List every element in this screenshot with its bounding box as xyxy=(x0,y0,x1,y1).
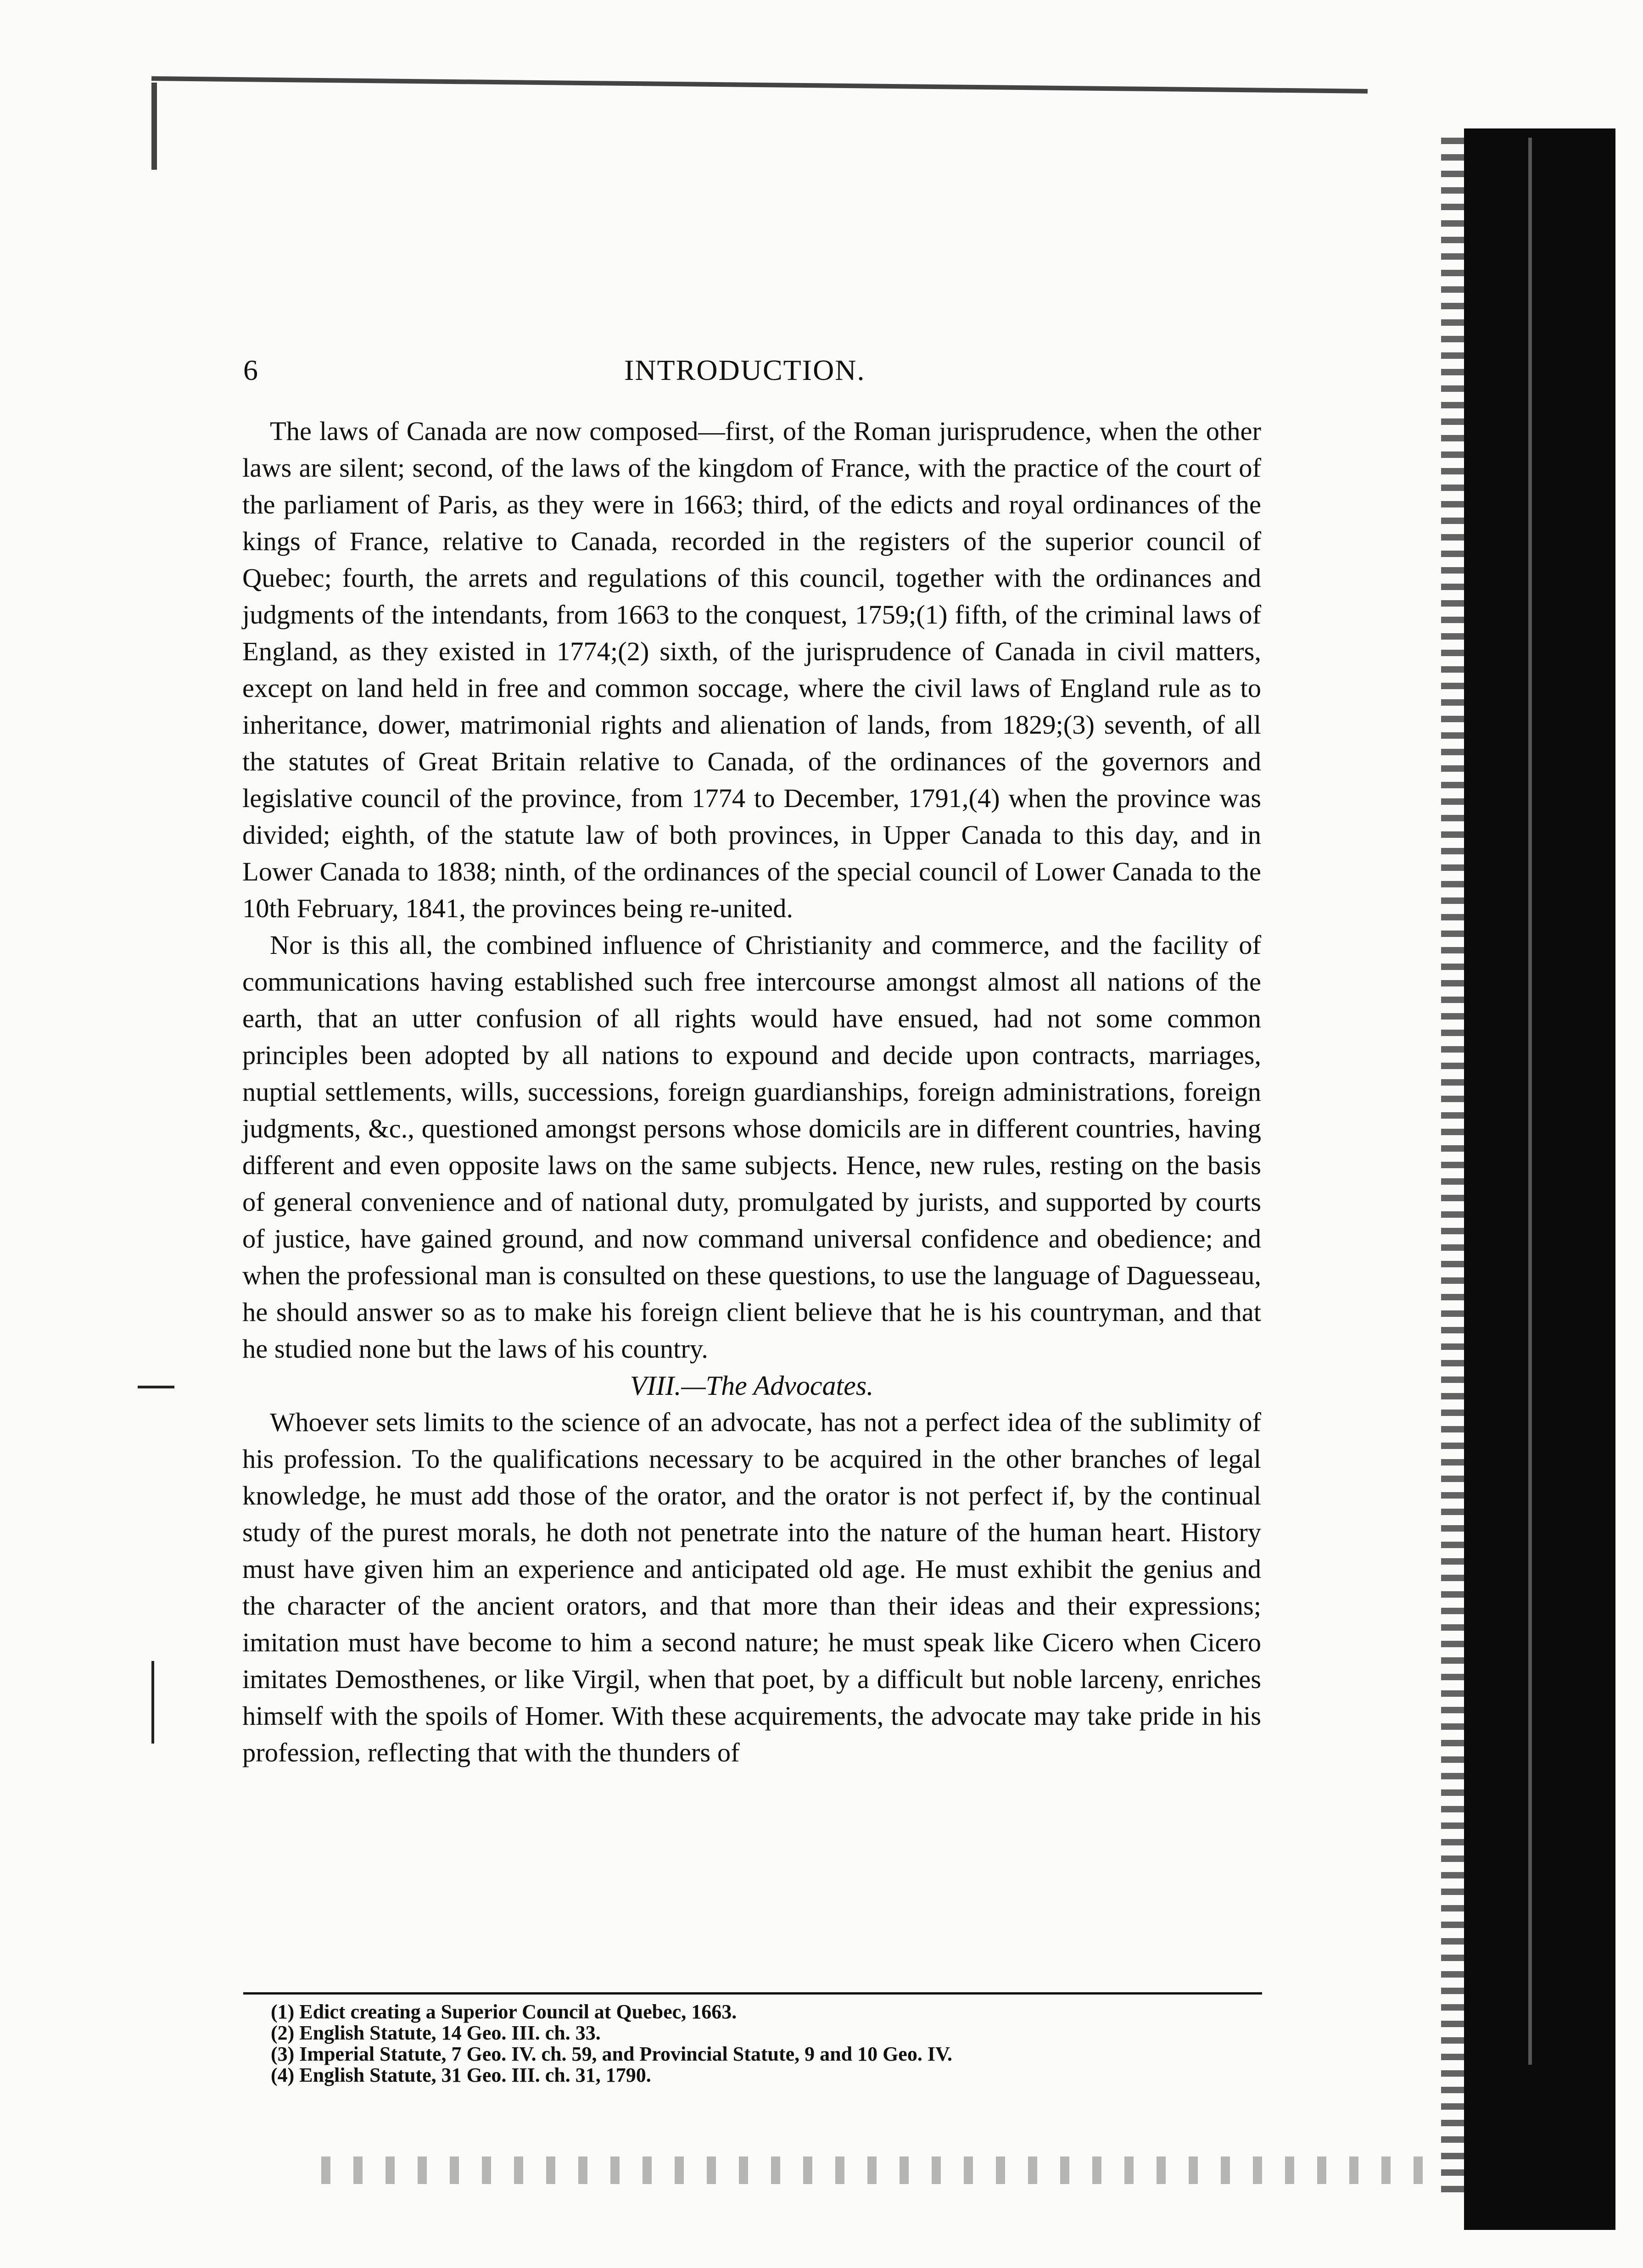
footnote-divider xyxy=(243,1992,1262,1995)
scan-top-rule-artifact xyxy=(151,76,1368,94)
page-number: 6 xyxy=(243,354,258,386)
paragraph: The laws of Canada are now composed—first, of the Roman jurisprudence, when the other laws are silent; second, of the laws of the kingdom of France, with the practice of the court of the parliament of Paris, as they were in 1663; third, of the edicts and royal ordinances of the kings of France, relative to Canada, recorded in the registers of the superior council of Quebec; fourth, the arrets and regulations of this council, together with the ordinances and judgments of the intendants, from 1663 to the conquest, 1759;(1) fifth, of the criminal laws of England, as they existed in 1774;(2) sixth, of the jurisprudence of Canada in civil matters, except on land held in free and common soccage, where the civil laws of England rule as to inheritance, dower, matrimonial rights and alienation of lands, from 1829;(3) seventh, of all the statutes of Great Britain relative to Canada, of the ordinances of the governors and legislative council of the province, from 1774 to December, 1791,(4) when the province was divided; eighth, of the statute law of both provinces, in Upper Canada to this day, and in Lower Canada to 1838; ninth, of the ordinances of the special council of Lower Canada to the 10th February, 1841, the provinces being re-united. xyxy=(242,416,1261,923)
footnotes xyxy=(271,2001,1189,2086)
footnote: (3) Imperial Statute, 7 Geo. IV. ch. 59, and Provincial Statute, 9 and 10 Geo. IV. xyxy=(271,2043,953,2065)
scan-corner-artifact xyxy=(151,83,157,170)
footnote: (1) Edict creating a Superior Council at Quebec, 1663. xyxy=(271,2001,737,2023)
footnote: (4) English Statute, 31 Geo. III. ch. 31, 1790. xyxy=(271,2064,651,2086)
spine-highlight-artifact xyxy=(1528,138,1532,2065)
running-head: INTRODUCTION. xyxy=(624,354,866,386)
footnote: (2) English Statute, 14 Geo. III. ch. 33. xyxy=(271,2022,601,2044)
paragraph: Whoever sets limits to the science of an advocate, has not a perfect idea of the sublimity of his profession. To the qualifications necessary to be acquired in the other branches of legal knowledge, he must add those of the orator, and the orator is not perfect if, by the continual study of the purest morals, he doth not penetrate into the nature of the human heart. History must have given him an experience and anticipated old age. He must exhibit the genius and the character of the ancient orators, and that more than their ideas and their expressions; imitation must have become to him a second nature; he must speak like Cicero when Cicero imitates Demosthenes, or like Virgil, when that poet, by a difficult but noble larceny, enriches himself with the spoils of Homer. With these acquirements, the advocate may take pride in his profession, reflecting that with the thunders of xyxy=(242,1407,1261,1767)
book-spine-shadow xyxy=(1464,128,1615,2230)
scan-left-margin-mark xyxy=(151,1661,154,1744)
scan-left-margin-mark xyxy=(138,1386,174,1388)
paragraph: Nor is this all, the combined influence of Christianity and commerce, and the facility of communications having established such free intercourse amongst almost all nations of the earth, that an utter confusion of all rights would have ensued, had not some common principles been adopted by all nations to expound and decide upon contracts, marriages, nuptial settlements, wills, successions, foreign guardianships, foreign administrations, foreign judgments, &c., questioned amongst persons whose domicils are in different countries, having different and even opposite laws on the same subjects. Hence, new rules, resting on the basis of general convenience and of national duty, promulgated by jurists, and supported by courts of justice, have gained ground, and now command universal confidence and obedience; and when the professional man is consulted on these questions, to use the language of Daguesseau, he should answer so as to make his foreign client believe that he is his countryman, and that he studied none but the laws of his country. xyxy=(242,930,1261,1364)
section-heading: VIII.—The Advocates. xyxy=(630,1371,874,1401)
page-header xyxy=(243,353,1262,395)
scan-bottom-noise-artifact xyxy=(321,2157,1423,2184)
body-text xyxy=(242,413,1261,1771)
